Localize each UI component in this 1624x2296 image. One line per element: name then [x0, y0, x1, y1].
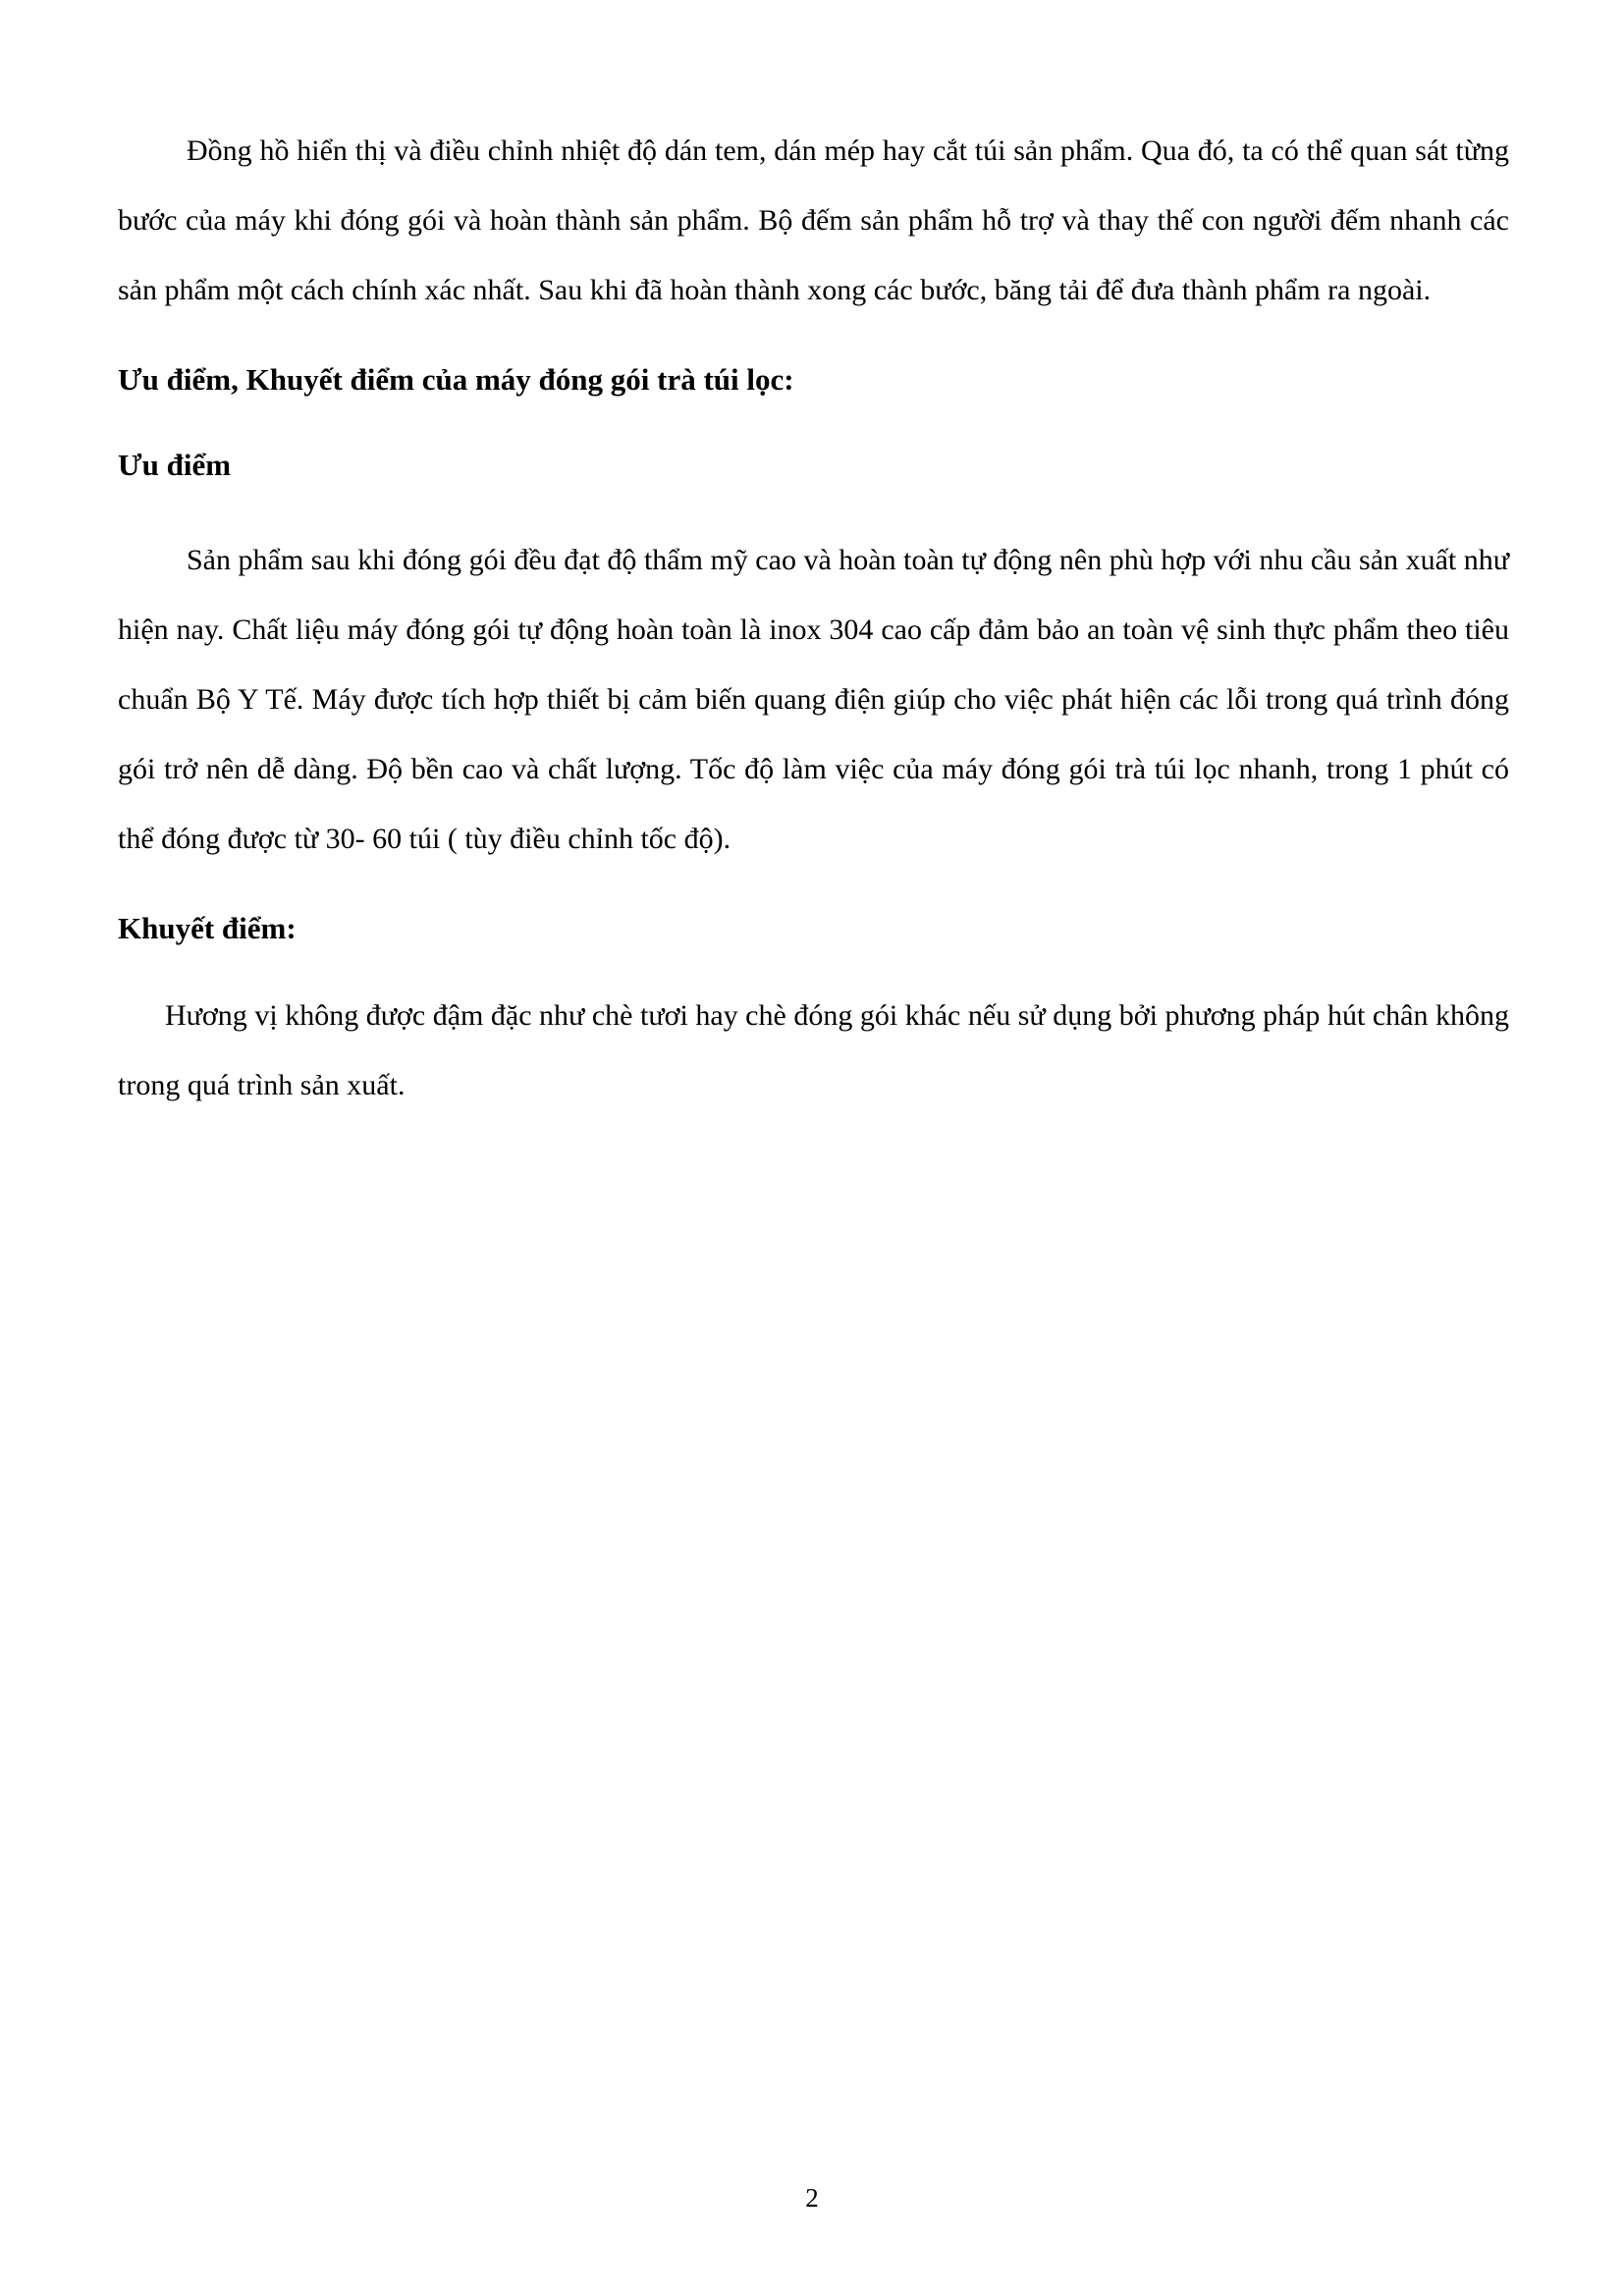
paragraph-cons: Hương vị không được đậm đặc như chè tươi hay chè đóng gói khác nếu sử dụng bởi phương pháp hút chân không trong quá trình sản xuất.	[118, 999, 1509, 1101]
heading-pros-cons: Ưu điểm, Khuyết điểm của máy đóng gói trà túi lọc:	[118, 362, 794, 397]
paragraph-pros: Sản phẩm sau khi đóng gói đều đạt độ thẩm mỹ cao và hoàn toàn tự động nên phù hợp với nhu cầu sản xuất như hiện nay. Chất liệu máy đóng gói tự động hoàn toàn là inox 304 cao cấp đảm bảo an toàn vệ sinh thực phẩm theo tiêu chuẩn Bộ Y Tế. Máy được tích hợp thiết bị cảm biến quang điện giúp cho việc phát hiện các lỗi trong quá trình đóng gói trở nên dễ dàng. Độ bền cao và chất lượng. Tốc độ làm việc của máy đóng gói trà túi lọc nhanh, trong 1 phút có thể đóng được từ 30- 60 túi ( tùy điều chỉnh tốc độ).	[118, 544, 1509, 855]
page-number: 2	[805, 2183, 819, 2213]
heading-cons: Khuyết điểm:	[118, 911, 297, 945]
paragraph-machine-description: Đồng hồ hiển thị và điều chỉnh nhiệt độ dán tem, dán mép hay cắt túi sản phẩm. Qua đó, ta có thể quan sát từng bước của máy khi đóng gói và hoàn thành sản phẩm. Bộ đếm sản phẩm hỗ trợ và thay thế con người đếm nhanh các sản phẩm một cách chính xác nhất. Sau khi đã hoàn thành xong các bước, băng tải để đưa thành phẩm ra ngoài.	[118, 134, 1509, 306]
heading-pros: Ưu điểm	[118, 448, 232, 482]
document-content	[118, 116, 1509, 1120]
